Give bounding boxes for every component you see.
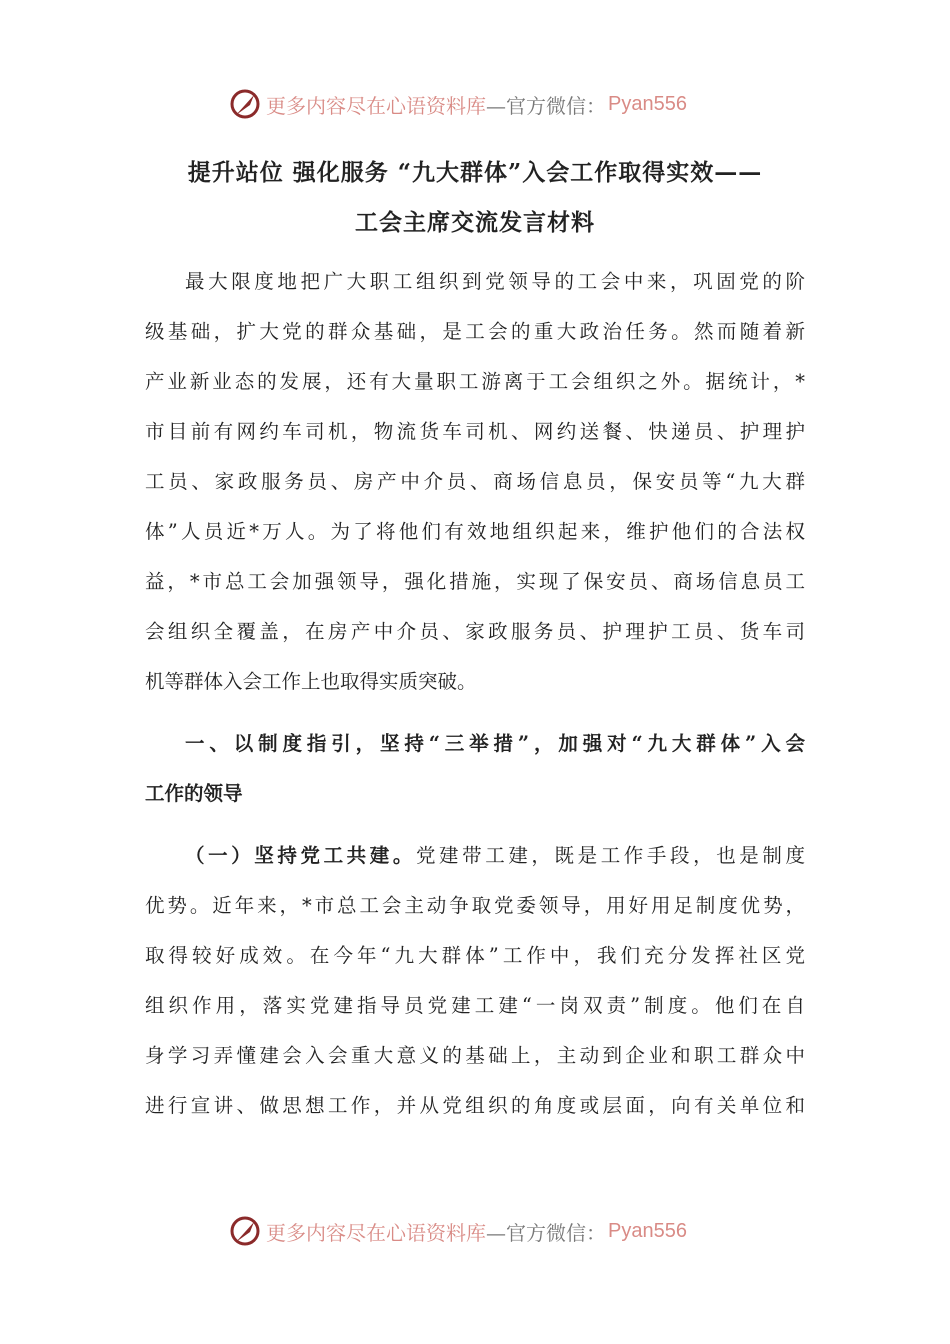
paragraph-line: 最大限度地把广大职工组织到党领导的工会中来，巩固党的阶 <box>185 270 805 293</box>
paragraph-line: （一）坚持党工共建。党建带工建，既是工作手段，也是制度 <box>185 844 805 867</box>
watermark-wechat-id: Pyan556 <box>608 92 687 115</box>
watermark-wechat-label: —官方微信： <box>486 1220 606 1245</box>
paragraph-line: 会组织全覆盖，在房产中介员、家政服务员、护理护工员、货车司 <box>145 620 805 643</box>
paragraph-party-union <box>145 881 805 1131</box>
paragraph-line: 组织作用，落实党建指导员党建工建“一岗双责”制度。他们在自 <box>145 994 805 1017</box>
paragraph-line: 进行宣讲、做思想工作，并从党组织的角度或层面，向有关单位和 <box>145 1094 805 1117</box>
watermark-header <box>228 84 728 124</box>
paragraph-intro <box>145 257 805 707</box>
document-body <box>145 257 805 1131</box>
watermark-text: 更多内容尽在心语资料库 <box>266 93 486 118</box>
paragraph-line: 优势。近年来，*市总工会主动争取党委领导，用好用足制度优势， <box>145 894 805 917</box>
quill-pen-logo-icon <box>228 1214 262 1248</box>
subsection-lead: （一）坚持党工共建。 <box>185 844 416 867</box>
paragraph-line: 取得较好成效。在今年“九大群体”工作中，我们充分发挥社区党 <box>145 944 805 967</box>
paragraph-line: 身学习弄懂建会入会重大意义的基础上，主动到企业和职工群众中 <box>145 1044 805 1067</box>
paragraph-line: 机等群体入会工作上也取得实质突破。 <box>145 670 477 693</box>
watermark-text: 更多内容尽在心语资料库 <box>266 1220 486 1245</box>
watermark-wechat-id: Pyan556 <box>608 1219 687 1242</box>
document-subtitle: 工会主席交流发言材料 <box>355 209 595 236</box>
quill-pen-logo-icon <box>228 87 262 121</box>
paragraph-line: 体”人员近*万人。为了将他们有效地组织起来，维护他们的合法权 <box>145 520 805 543</box>
section-heading-cont: 工作的领导 <box>145 782 243 805</box>
paragraph-line: 产业新业态的发展，还有大量职工游离于工会组织之外。据统计，* <box>145 370 805 393</box>
section-heading: 一、以制度指引，坚持“三举措”，加强对“九大群体”入会 <box>185 732 805 755</box>
document-title: 提升站位 强化服务 “九大群体”入会工作取得实效—— <box>187 159 763 186</box>
paragraph-line: 工员、家政服务员、房产中介员、商场信息员，保安员等“九大群 <box>145 470 805 493</box>
watermark-footer <box>228 1211 728 1251</box>
paragraph-line: 级基础，扩大党的群众基础，是工会的重大政治任务。然而随着新 <box>145 320 805 343</box>
paragraph-line: 益，*市总工会加强领导，强化措施，实现了保安员、商场信息员工 <box>145 570 805 593</box>
watermark-wechat-label: —官方微信： <box>486 93 606 118</box>
paragraph-line: 市目前有网约车司机，物流货车司机、网约送餐、快递员、护理护 <box>145 420 805 443</box>
